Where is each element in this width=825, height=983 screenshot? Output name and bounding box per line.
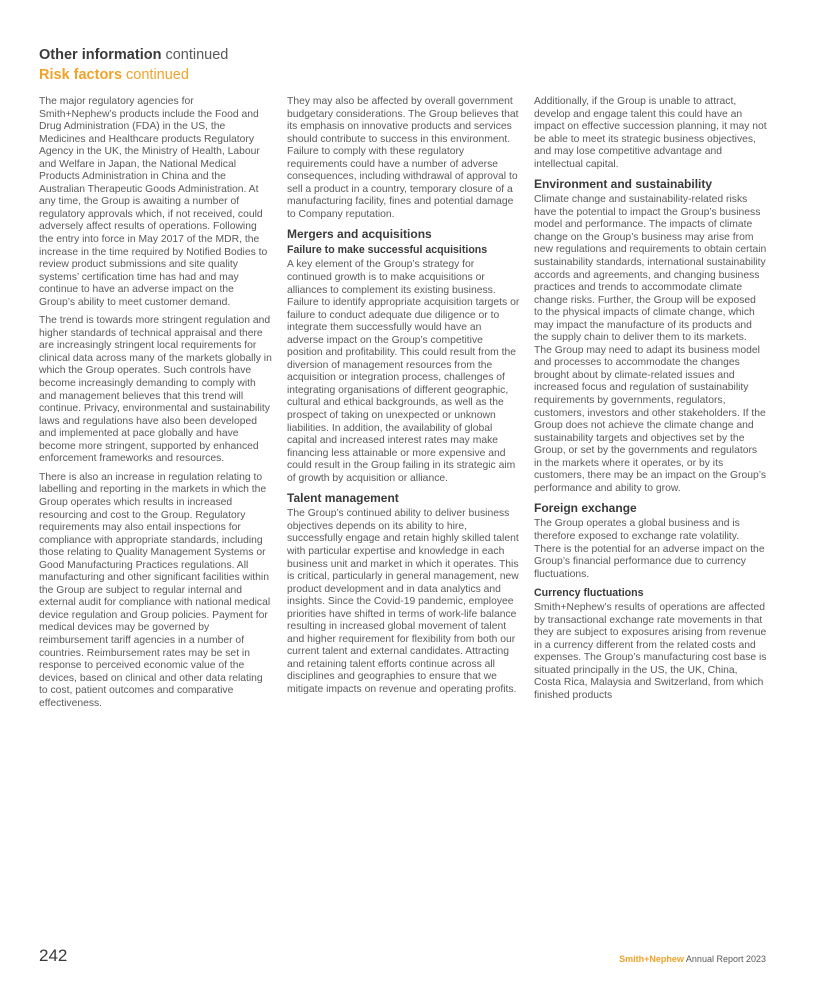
heading-environment-sustainability: Environment and sustainability <box>534 177 713 192</box>
paragraph-acquisitions: A key element of the Group’s strategy for continued growth is to make acquisitions or alliances to complement its existing business. Failure to identify appropriate acquisition targets or failure to conduct adequate due diligence or to integrate them successfully would have an adverse impact on the Group’s competitive position and profitability. This could result from the diversion of management resources from the acquisition or integration process, challenges of integrating organisations of different geographic, cultural and ethical backgrounds, as well as the prospect of taking on unexpected or unknown liabilities. In addition, the availability of global capital and increased interest rates may make financing less attainable or more expensive and could result in the Group failing in its strategic aim of growth by acquisition or alliance. <box>287 259 520 484</box>
column-left <box>39 96 272 716</box>
section-title <box>39 45 228 65</box>
footer-report-title <box>619 954 766 964</box>
paragraph-currency: Smith+Nephew’s results of operations are affected by transactional exchange rate movements in that they are subject to exposures arising from revenue in a currency different from the related costs and expenses. The Group’s manufacturing cost base is situated principally in the US, the UK, China, Costa Rica, Malaysia and Switzerland, from which finished products <box>534 602 767 701</box>
subsection-title-continued: continued <box>122 67 189 83</box>
paragraph-labelling-regulation: There is also an increase in regulation relating to labelling and reporting in the markets in which the Group operates which results in increased resourcing and cost to the Group. Regulatory requirements may also entail inspections for compliance with appropriate standards, including those relating to Quality Management Systems or Good Manufacturing Practices regulations. All manufacturing and other significant facilities within the Group are subject to regular internal and external audit for compliance with national medical device regulation and Group policies. Payment for medical devices may be governed by reimbursement tariff agencies in a number of countries. Reimbursement rates may be set in response to perceived economic value of the devices, based on clinical and other data relating to cost, patient outcomes and comparative effectiveness. <box>39 471 271 709</box>
column-middle <box>287 96 520 703</box>
page-header <box>39 45 228 85</box>
heading-talent-management: Talent management <box>287 491 399 506</box>
paragraph-regulation-trend: The trend is towards more stringent regulation and higher standards of technical appraisal and there are increasingly stringent local requirements for clinical data across many of the markets globally in which the Group operates. Such controls have become increasingly demanding to comply with and management believes that this trend will continue. Privacy, environmental and sustainability laws and regulations have also been developed and implemented at pace globally and have become more stringent, supported by enhanced enforcement frameworks and resources. <box>39 315 272 465</box>
heading-mergers-acquisitions: Mergers and acquisitions <box>287 227 432 242</box>
paragraph-regulatory-agencies: The major regulatory agencies for Smith+Nephew’s products include the Food and Drug Administration (FDA) in the US, the Medicines and Healthcare products Regulatory Agency in the UK, the Ministry of Health, Labour and Welfare in Japan, the National Medical Products Administration in China and the Australian Therapeutic Goods Administration. At any time, the Group is awaiting a number of regulatory approvals which, if not received, could adversely affect results of operations. Following the entry into force in May 2017 of the MDR, the increase in the time required by Notified Bodies to review product submissions and site quality systems’ certification time has had and may continue to have an adverse impact on the Group’s ability to meet customer demand. <box>39 96 268 308</box>
paragraph-talent: The Group’s continued ability to deliver business objectives depends on its ability to hire, successfully engage and retain highly skilled talent with particular expertise and knowledge in each business unit and market in which it operates. This is critical, particularly in general management, new product development and in data analytics and insights. Since the Covid-19 pandemic, employee priorities have shifted in terms of work-life balance resulting in increased global movement of talent and higher requirement for flexibility from both our current talent and external candidates. Attracting and retaining talent efforts continue across all disciplines and geographies to ensure that we mitigate impacts on revenue and operating profits. <box>287 508 519 695</box>
subheading-failed-acquisitions: Failure to make successful acquisitions <box>287 244 488 257</box>
subsection-title <box>39 65 228 85</box>
report-name: Annual Report 2023 <box>683 954 766 964</box>
paragraph-exchange-volatility: The Group operates a global business and is therefore exposed to exchange rate volatility. There is the potential for an adverse impact on the Group’s financial performance due to currency fluctuations. <box>534 518 765 580</box>
subsection-title-bold: Risk factors <box>39 67 123 83</box>
brand-name: Smith+Nephew <box>619 954 684 964</box>
page-number: 242 <box>39 946 68 965</box>
column-right <box>534 96 767 709</box>
paragraph-climate: Climate change and sustainability-related risks have the potential to impact the Group’s business model and performance. The impacts of climate change on the Group’s business may arise from new regulations and requirements to obtain certain sustainability standards, international sustainability accords and agreements, and changing business practices and trends to accommodate climate change risks. Further, the Group will be exposed to the physical impacts of climate change, which may impact the manufacture of its products and the supply chain to deliver them to its markets. The Group may need to adapt its business model and processes to accommodate the changes brought about by climate-related issues and increased focus and regulation of sustainability requirements by governments, regulators, customers, investors and other stakeholders. If the Group does not achieve the climate change and sustainability targets and objectives set by the Group, or set by the governments and regulators in the markets where it operates, or by its customers, there may be an impact on the Group’s performance and ability to grow. <box>534 194 767 494</box>
paragraph-succession: Additionally, if the Group is unable to attract, develop and engage talent this could have an impact on effective succession planning, it may not be able to meet its strategic business objectives, and may lose competitive advantage and intellectual capital. <box>534 96 767 170</box>
subheading-currency-fluctuations: Currency fluctuations <box>534 587 644 600</box>
paragraph-budgetary: They may also be affected by overall government budgetary considerations. The Group believes that its emphasis on innovative products and services should contribute to success in this environment. Failure to comply with these regulatory requirements could have a number of adverse consequences, including withdrawal of approval to sell a product in a country, temporary closure of a manufacturing facility, fines and potential damage to Company reputation. <box>287 96 519 220</box>
section-title-continued: continued <box>161 47 229 63</box>
heading-foreign-exchange: Foreign exchange <box>534 501 637 516</box>
section-title-bold: Other information <box>39 47 162 63</box>
